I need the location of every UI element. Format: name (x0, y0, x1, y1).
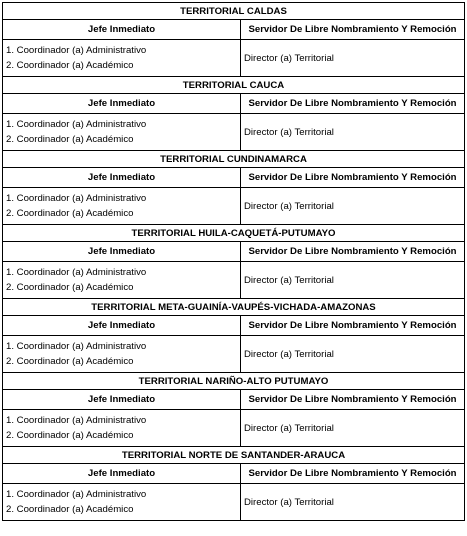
servidor-header: Servidor De Libre Nombramiento Y Remoción (241, 168, 465, 188)
section-title: TERRITORIAL NARIÑO-ALTO PUTUMAYO (3, 373, 465, 390)
jefe-line: 2. Coordinador (a) Académico (6, 60, 134, 71)
territorial-positions-table (2, 2, 465, 521)
table-body (3, 3, 465, 521)
section-title: TERRITORIAL CAUCA (3, 77, 465, 94)
table-row (3, 188, 465, 225)
jefe-line: 2. Coordinador (a) Académico (6, 282, 134, 293)
column-header-row (3, 168, 465, 188)
jefe-line: 1. Coordinador (a) Administrativo (6, 489, 147, 500)
jefe-cell (3, 114, 241, 151)
servidor-cell: Director (a) Territorial (241, 410, 465, 447)
jefe-header: Jefe Inmediato (3, 168, 241, 188)
jefe-cell (3, 262, 241, 299)
table-row (3, 484, 465, 521)
section-title: TERRITORIAL NORTE DE SANTANDER-ARAUCA (3, 447, 465, 464)
servidor-cell: Director (a) Territorial (241, 484, 465, 521)
column-header-row (3, 94, 465, 114)
jefe-line: 1. Coordinador (a) Administrativo (6, 267, 147, 278)
jefe-header: Jefe Inmediato (3, 94, 241, 114)
jefe-line: 2. Coordinador (a) Académico (6, 208, 134, 219)
servidor-cell: Director (a) Territorial (241, 336, 465, 373)
section-title-row (3, 373, 465, 390)
column-header-row (3, 316, 465, 336)
jefe-header: Jefe Inmediato (3, 316, 241, 336)
section-title: TERRITORIAL CUNDINAMARCA (3, 151, 465, 168)
jefe-line: 2. Coordinador (a) Académico (6, 504, 134, 515)
servidor-header: Servidor De Libre Nombramiento Y Remoción (241, 464, 465, 484)
servidor-header: Servidor De Libre Nombramiento Y Remoción (241, 390, 465, 410)
section-title-row (3, 3, 465, 20)
jefe-line: 1. Coordinador (a) Administrativo (6, 119, 147, 130)
servidor-header: Servidor De Libre Nombramiento Y Remoción (241, 316, 465, 336)
servidor-header: Servidor De Libre Nombramiento Y Remoción (241, 242, 465, 262)
jefe-line: 1. Coordinador (a) Administrativo (6, 341, 147, 352)
servidor-cell: Director (a) Territorial (241, 114, 465, 151)
section-title-row (3, 151, 465, 168)
jefe-line: 2. Coordinador (a) Académico (6, 134, 134, 145)
jefe-header: Jefe Inmediato (3, 390, 241, 410)
section-title-row (3, 77, 465, 94)
table-row (3, 262, 465, 299)
jefe-header: Jefe Inmediato (3, 242, 241, 262)
servidor-cell: Director (a) Territorial (241, 262, 465, 299)
jefe-line: 1. Coordinador (a) Administrativo (6, 193, 147, 204)
jefe-cell (3, 188, 241, 225)
column-header-row (3, 464, 465, 484)
jefe-line: 2. Coordinador (a) Académico (6, 356, 134, 367)
jefe-cell (3, 484, 241, 521)
column-header-row (3, 390, 465, 410)
section-title: TERRITORIAL HUILA-CAQUETÁ-PUTUMAYO (3, 225, 465, 242)
jefe-cell (3, 40, 241, 77)
jefe-line: 1. Coordinador (a) Administrativo (6, 415, 147, 426)
servidor-cell: Director (a) Territorial (241, 188, 465, 225)
jefe-line: 2. Coordinador (a) Académico (6, 430, 134, 441)
jefe-line: 1. Coordinador (a) Administrativo (6, 45, 147, 56)
column-header-row (3, 20, 465, 40)
section-title-row (3, 299, 465, 316)
servidor-header: Servidor De Libre Nombramiento Y Remoción (241, 20, 465, 40)
servidor-cell: Director (a) Territorial (241, 40, 465, 77)
table-row (3, 410, 465, 447)
section-title-row (3, 225, 465, 242)
section-title: TERRITORIAL META-GUAINÍA-VAUPÉS-VICHADA-AMAZONAS (3, 299, 465, 316)
table-row (3, 40, 465, 77)
table-row (3, 114, 465, 151)
table-row (3, 336, 465, 373)
jefe-header: Jefe Inmediato (3, 464, 241, 484)
column-header-row (3, 242, 465, 262)
jefe-header: Jefe Inmediato (3, 20, 241, 40)
jefe-cell (3, 410, 241, 447)
servidor-header: Servidor De Libre Nombramiento Y Remoción (241, 94, 465, 114)
section-title: TERRITORIAL CALDAS (3, 3, 465, 20)
jefe-cell (3, 336, 241, 373)
section-title-row (3, 447, 465, 464)
